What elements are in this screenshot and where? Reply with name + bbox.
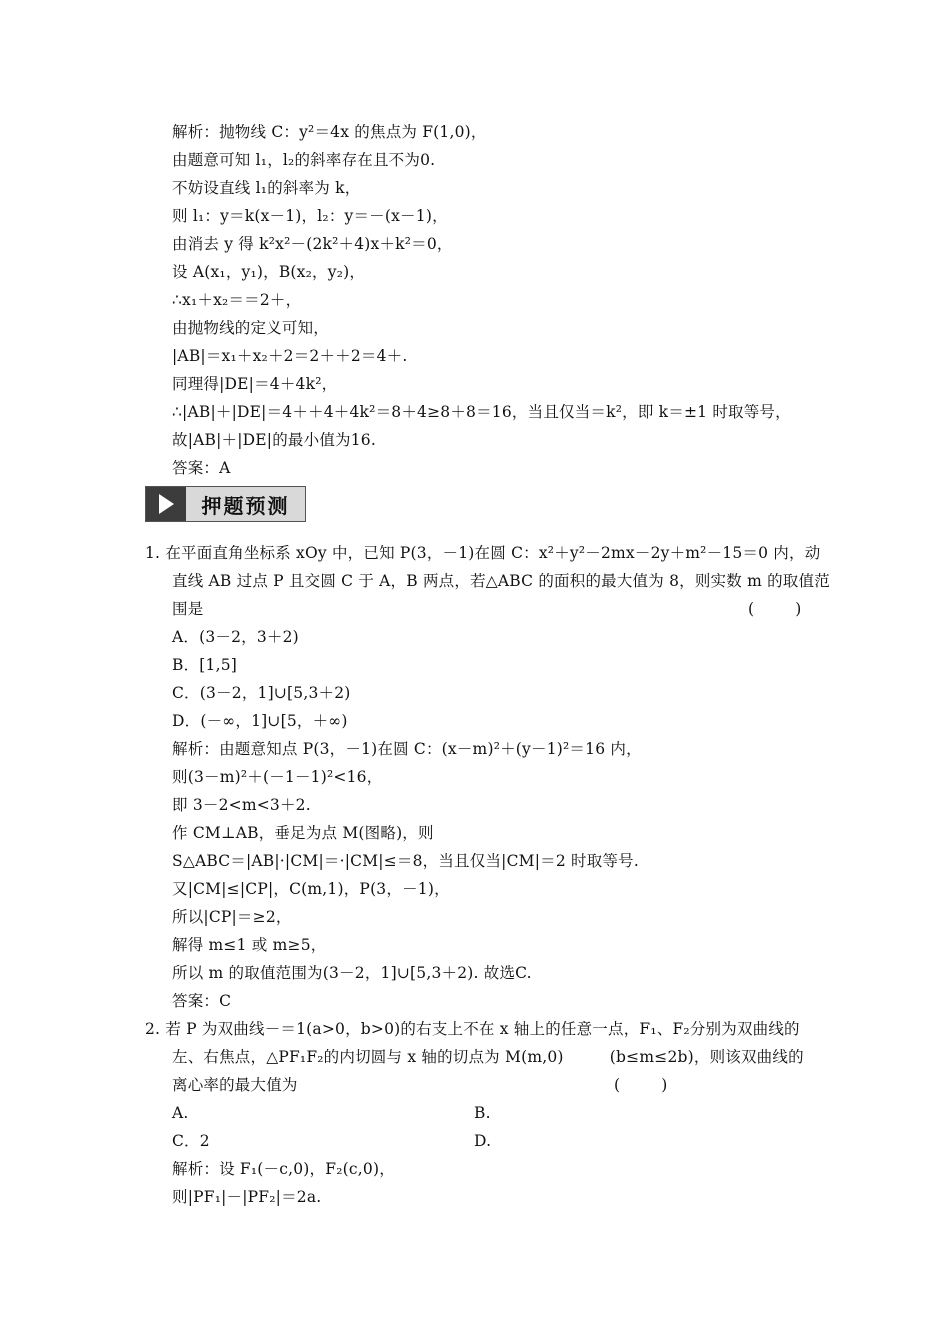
q2-analysis-line-2: 则|PF₁|－|PF₂|＝2a. (172, 1188, 322, 1206)
solution1-line-7: ∴x₁＋x₂＝＝2＋， (172, 291, 302, 309)
solution1-line-5: 由消去 y 得 k²x²－(2k²＋4)x＋k²＝0， (172, 235, 453, 253)
q1-analysis-line-8: 解得 m≤1 或 m≥5， (172, 936, 327, 954)
q1-stem-line-3: 围是 (172, 600, 204, 618)
q1-analysis-line-4: 作 CM⊥AB，垂足为点 M(图略)，则 (172, 824, 434, 842)
q1-analysis-line-3: 即 3－2<m<3＋2. (172, 796, 311, 814)
q2-answer-bracket: ( ) (614, 1076, 668, 1094)
q2-option-c: C．2 (172, 1132, 210, 1150)
q2-analysis-line-1: 解析：设 F₁(－c,0)，F₂(c,0)， (172, 1160, 395, 1178)
q1-answer: 答案：C (172, 992, 232, 1010)
solution1-line-2: 由题意可知 l₁，l₂的斜率存在且不为0. (172, 151, 436, 169)
solution1-line-6: 设 A(x₁，y₁)，B(x₂，y₂)， (172, 263, 366, 281)
q1-answer-bracket: ( ) (748, 600, 802, 618)
play-arrow-icon (146, 487, 186, 521)
solution1-line-4: 则 l₁：y＝k(x－1)，l₂：y＝－(x－1)， (172, 207, 448, 225)
solution1-line-1: 解析：抛物线 C：y²＝4x 的焦点为 F(1,0)， (172, 123, 487, 141)
q2-stem-line-3: 离心率的最大值为 (172, 1076, 298, 1094)
q2-option-d: D. (474, 1132, 492, 1150)
solution1-line-10: 同理得|DE|＝4＋4k²， (172, 375, 338, 393)
q2-stem-line-1: 2. 若 P 为双曲线－＝1(a>0，b>0)的右支上不在 x 轴上的任意一点，F₁、F₂分别为双曲线的 (145, 1020, 800, 1038)
q1-analysis-line-6: 又|CM|≤|CP|，C(m,1)，P(3，－1)， (172, 880, 450, 898)
q1-stem-line-2: 直线 AB 过点 P 且交圆 C 于 A，B 两点，若△ABC 的面积的最大值为 8，则实数 m 的取值范 (172, 572, 830, 590)
section-title: 押题预测 (201, 493, 290, 518)
q1-analysis-line-9: 所以 m 的取值范围为(3－2，1]∪[5,3＋2). 故选C. (172, 964, 532, 982)
q1-option-d: D．(－∞，1]∪[5，＋∞) (172, 712, 348, 730)
q2-option-b: B. (474, 1104, 491, 1122)
solution1-answer: 答案：A (172, 459, 231, 477)
q2-option-a: A. (172, 1104, 189, 1122)
q1-option-b: B．[1,5] (172, 656, 238, 674)
section-banner (145, 486, 306, 522)
solution1-line-11: ∴|AB|＋|DE|＝4＋＋4＋4k²＝8＋4≥8＋8＝16，当且仅当＝k²，即 k＝±1 时取等号， (172, 403, 791, 421)
solution1-line-12: 故|AB|＋|DE|的最小值为16. (172, 431, 376, 449)
q1-option-c: C．(3－2，1]∪[5,3＋2) (172, 684, 351, 702)
q2-stem-line-2: 左、右焦点，△PF₁F₂的内切圆与 x 轴的切点为 M(m,0) (b≤m≤2b)，则该双曲线的 (172, 1048, 804, 1066)
q1-analysis-line-1: 解析：由题意知点 P(3，－1)在圆 C：(x－m)²＋(y－1)²＝16 内， (172, 740, 642, 758)
q1-stem-line-1: 1. 在平面直角坐标系 xOy 中，已知 P(3，－1)在圆 C：x²＋y²－2mx－2y＋m²－15＝0 内，动 (145, 544, 821, 562)
q1-analysis-line-7: 所以|CP|＝≥2， (172, 908, 292, 926)
solution1-line-3: 不妨设直线 l₁的斜率为 k， (172, 179, 361, 197)
q1-option-a: A．(3－2，3＋2) (172, 628, 299, 646)
solution1-line-8: 由抛物线的定义可知， (172, 319, 330, 337)
q1-analysis-line-2: 则(3－m)²＋(－1－1)²<16， (172, 768, 383, 786)
solution1-line-9: |AB|＝x₁＋x₂＋2＝2＋＋2＝4＋. (172, 347, 408, 365)
q1-analysis-line-5: S△ABC＝|AB|·|CM|＝·|CM|≤＝8，当且仅当|CM|＝2 时取等号. (172, 852, 639, 870)
